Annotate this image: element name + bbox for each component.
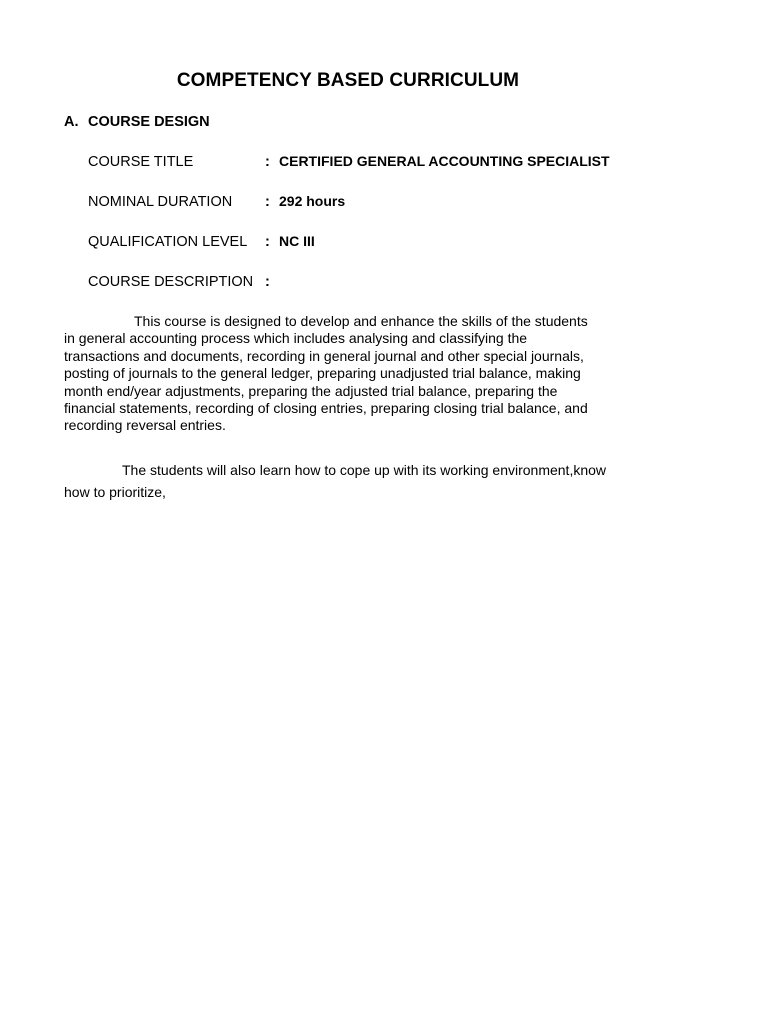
field-label: NOMINAL DURATION: [88, 194, 233, 210]
course-description-paragraph: [64, 313, 634, 435]
field-qualification-level: [88, 233, 315, 250]
field-colon: :: [265, 154, 270, 170]
field-colon: :: [265, 234, 270, 250]
section-letter: A.: [64, 114, 79, 130]
paragraph-line: recording reversal entries.: [64, 417, 226, 434]
paragraph-line: in general accounting process which includes analysing and classifying the: [64, 330, 528, 347]
field-colon: :: [265, 194, 270, 210]
field-label: COURSE DESCRIPTION: [88, 274, 254, 290]
field-nominal-duration: [88, 193, 345, 210]
paragraph-line: posting of journals to the general ledger, preparing unadjusted trial balance, making: [64, 365, 581, 382]
paragraph-line: how to prioritize,: [64, 484, 166, 500]
field-value: NC III: [279, 233, 315, 249]
field-course-title: [88, 153, 610, 170]
paragraph-line: transactions and documents, recording in general journal and other special journals,: [64, 347, 584, 364]
field-colon: :: [265, 274, 270, 290]
second-paragraph: [64, 459, 634, 503]
field-label: COURSE TITLE: [88, 154, 194, 170]
paragraph-line: month end/year adjustments, preparing the adjusted trial balance, preparing the: [64, 382, 558, 399]
section-heading: [64, 114, 210, 130]
paragraph-line: financial statements, recording of closing entries, preparing closing trial balance, and: [64, 400, 588, 417]
paragraph-line: This course is designed to develop and enhance the skills of the students: [134, 313, 588, 329]
paragraph-line: The students will also learn how to cope up with its working environment,know: [122, 462, 607, 478]
field-value: 292 hours: [279, 193, 346, 209]
document-title: COMPETENCY BASED CURRICULUM: [176, 70, 520, 91]
field-value: CERTIFIED GENERAL ACCOUNTING SPECIALIST: [279, 153, 610, 169]
section-heading-text: COURSE DESIGN: [88, 114, 210, 130]
field-label: QUALIFICATION LEVEL: [88, 234, 248, 250]
field-course-description: [88, 273, 279, 290]
